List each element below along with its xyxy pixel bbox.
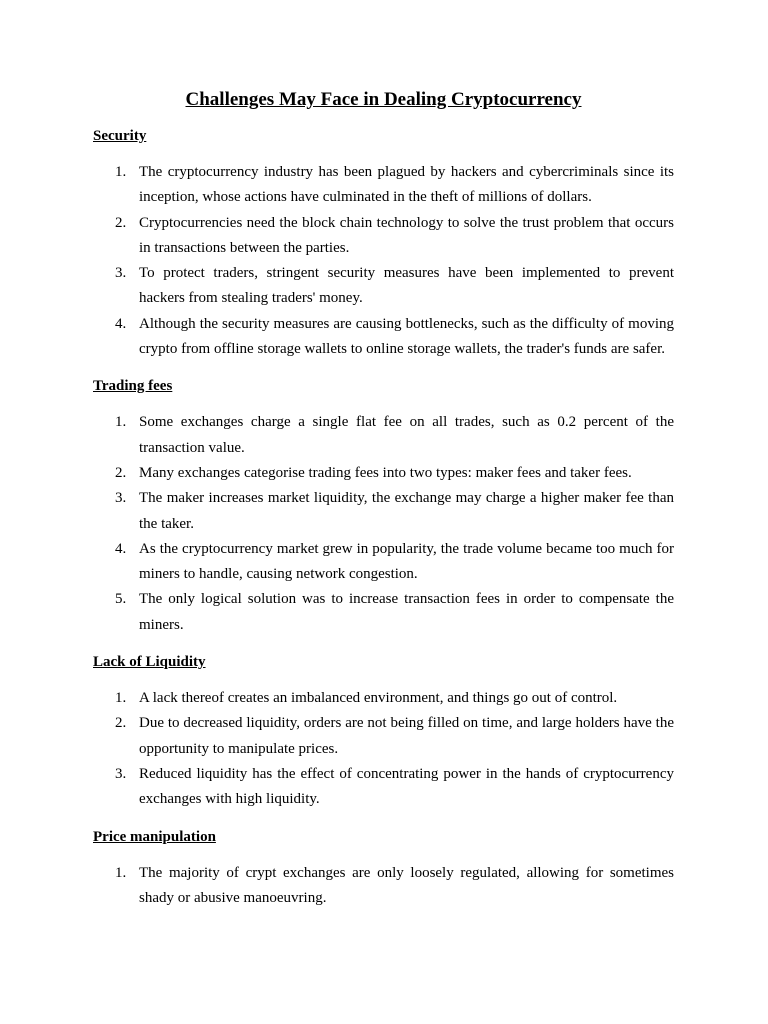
numbered-list [93,686,674,812]
list-item [93,686,674,711]
list-item [93,861,674,912]
document-body [93,126,674,911]
list-item [93,587,674,638]
numbered-list [93,861,674,912]
list-item-number: 1. [115,164,127,180]
list-item-number: 1. [115,414,127,431]
list-item-text: The cryptocurrency industry has been plagued by hackers and cybercriminals since its inception, whose actions have culminated in the theft of millions of dollars. [139,164,674,206]
list-item [93,537,674,588]
list-item [93,711,674,762]
list-item-text: To protect traders, stringent security measures have been implemented to prevent hackers from stealing traders' money. [139,265,674,307]
section-security [93,126,674,362]
list-item-number: 3. [115,490,127,507]
section-price-manipulation [93,827,674,912]
list-item-text: Many exchanges categorise trading fees into two types: maker fees and taker fees. [139,464,632,481]
section-heading: Lack of Liquidity [93,654,206,671]
list-item-number: 2. [115,715,127,732]
list-item-text: Reduced liquidity has the effect of concentrating power in the hands of cryptocurrency exchanges with high liquidity. [139,765,674,808]
section-trading-fees [93,376,674,638]
list-item-text: The majority of crypt exchanges are only loosely regulated, allowing for sometimes shady or abusive manoeuvring. [139,864,674,906]
list-item-text: The only logical solution was to increase transaction fees in order to compensate the miners. [139,591,674,633]
list-item-text: Cryptocurrencies need the block chain technology to solve the trust problem that occurs in transactions between the parties. [139,214,674,256]
list-item-number: 3. [115,265,127,282]
list-item-number: 4. [115,540,127,557]
list-item-number: 3. [115,765,127,782]
section-lack-of-liquidity [93,652,674,812]
list-item [93,410,674,461]
list-item-text: Although the security measures are causing bottlenecks, such as the difficulty of moving crypto from offline storage wallets to online storage wallets, the trader's funds are safer. [139,315,674,358]
document-title: Challenges May Face in Dealing Cryptocurrency [185,89,582,110]
numbered-list [93,160,674,362]
list-item-number: 1. [115,864,127,881]
list-item-number: 2. [115,464,127,481]
list-item-text: Due to decreased liquidity, orders are not being filled on time, and large holders have the opportunity to manipulate prices. [139,715,674,757]
list-item [93,312,674,363]
document-page [93,88,674,911]
list-item-text: A lack thereof creates an imbalanced environment, and things go out of control. [139,690,618,707]
list-item [93,762,674,813]
list-item-text: The maker increases market liquidity, the exchange may charge a higher maker fee than the taker. [139,490,674,532]
list-item [93,160,674,211]
numbered-list [93,410,674,638]
list-item-text: Some exchanges charge a single flat fee on all trades, such as 0.2 percent of the transaction value. [139,414,674,456]
list-item-number: 4. [115,315,127,332]
section-heading: Security [93,128,147,144]
list-item [93,261,674,312]
section-heading: Trading fees [93,378,173,395]
list-item [93,486,674,537]
list-item-text: As the cryptocurrency market grew in popularity, the trade volume became too much for miners to handle, causing network congestion. [139,540,674,583]
list-item-number: 5. [115,591,127,608]
list-item [93,211,674,262]
list-item-number: 2. [115,214,127,231]
list-item-number: 1. [115,690,127,707]
list-item [93,461,674,486]
section-heading: Price manipulation [93,828,216,845]
